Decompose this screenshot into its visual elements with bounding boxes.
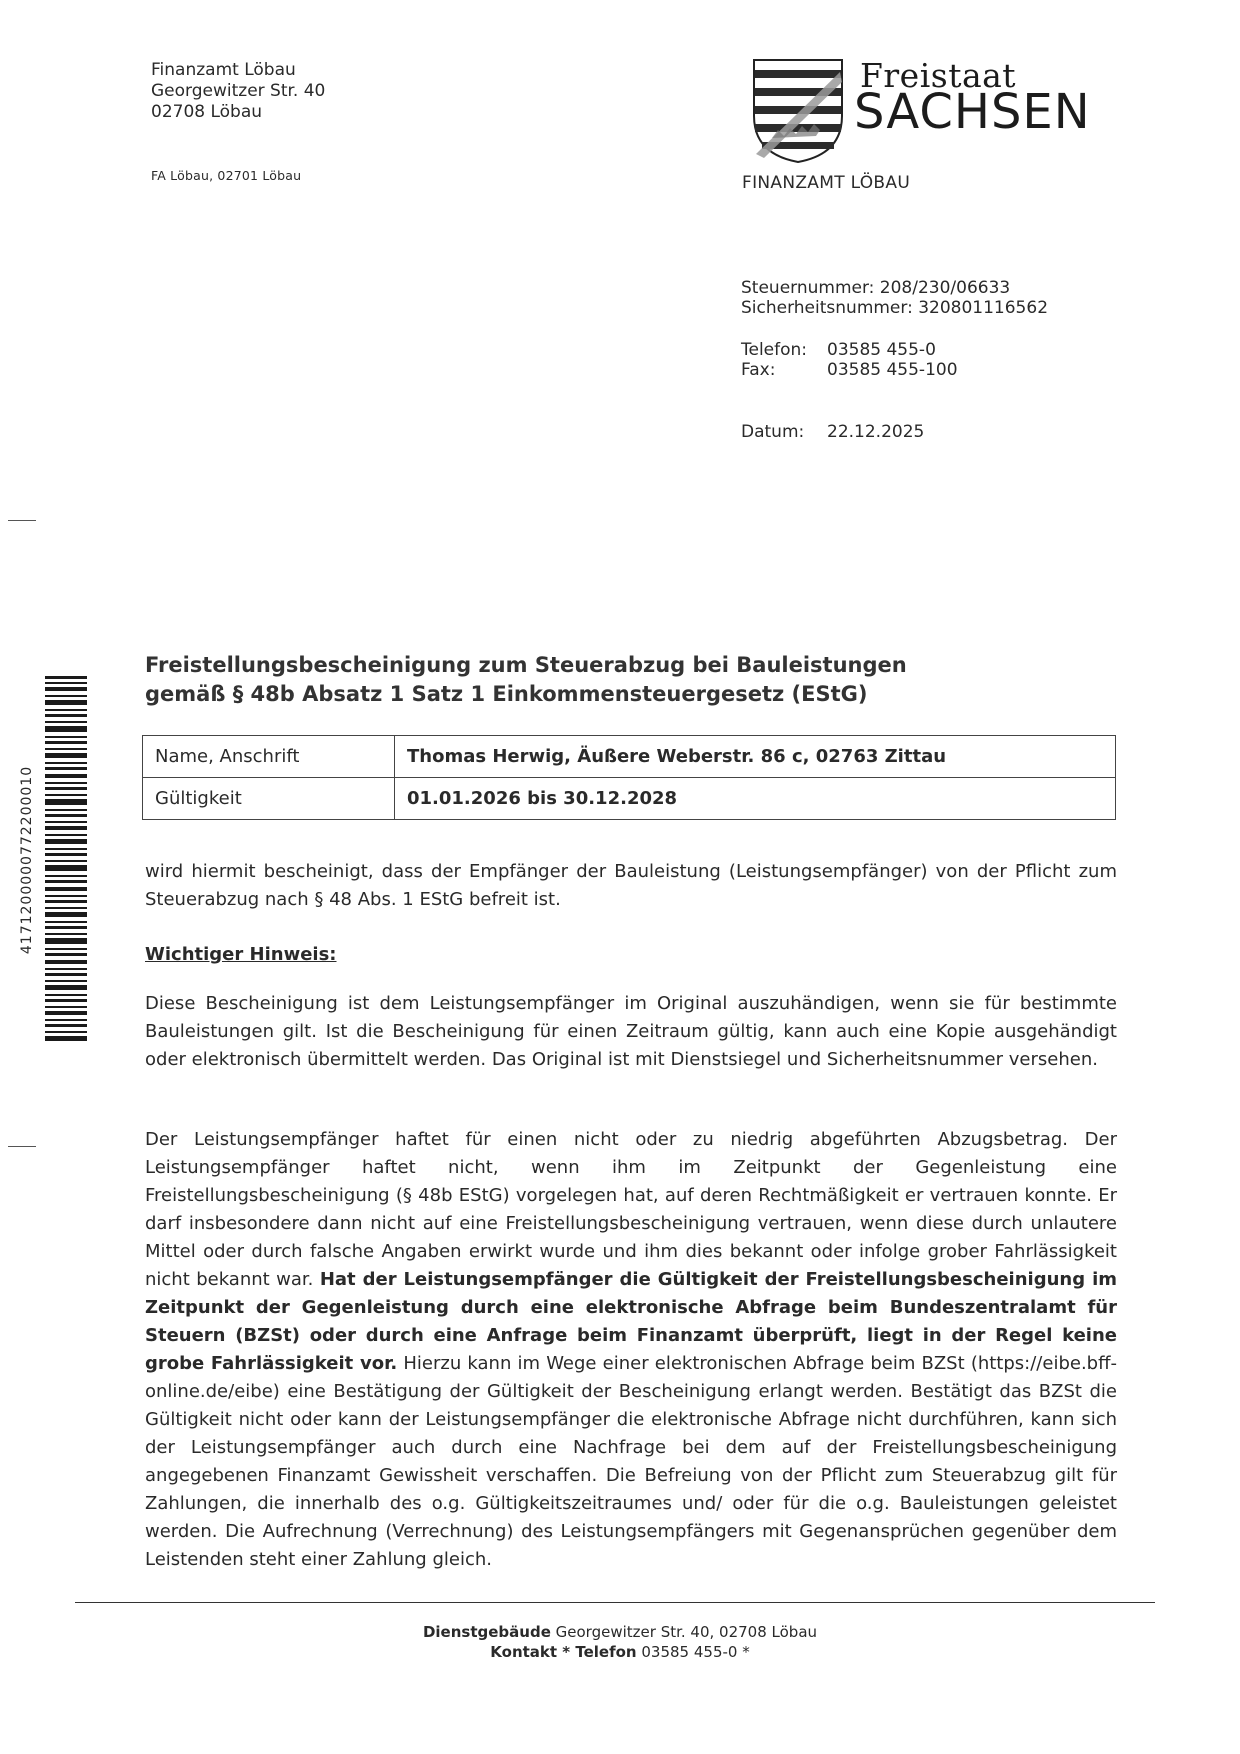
date-value: 22.12.2025	[827, 422, 925, 442]
barcode-number	[14, 765, 40, 955]
date-row	[741, 422, 924, 442]
footer	[0, 1622, 1240, 1662]
table-row	[143, 778, 1116, 820]
footer-contact-value: 03585 455-0 *	[641, 1643, 750, 1661]
reference-block	[741, 278, 1048, 318]
brand-line-2: SACHSEN	[854, 84, 1091, 140]
footer-building-label: Dienstgebäude	[422, 1623, 551, 1641]
footer-building-line	[0, 1622, 1240, 1642]
contact-block	[741, 340, 958, 380]
phone-label: Telefon:	[741, 340, 808, 360]
hint-paragraph-2	[145, 1126, 1117, 1574]
footer-building-address: Georgewitzer Str. 40, 02708 Löbau	[555, 1623, 818, 1641]
return-address: FA Löbau, 02701 Löbau	[151, 168, 302, 183]
table-label: Gültigkeit	[143, 778, 395, 820]
title-line-2: gemäß § 48b Absatz 1 Satz 1 Einkommensteuergesetz (EStG)	[145, 682, 868, 706]
sender-line: Finanzamt Löbau	[151, 60, 296, 80]
phone-row	[741, 340, 958, 360]
fax-row	[741, 360, 958, 380]
tax-number: Steuernummer: 208/230/06633	[741, 278, 1011, 298]
footer-contact-line	[0, 1642, 1240, 1662]
brand-line-1: Freistaat	[860, 56, 1017, 95]
sender-line: Georgewitzer Str. 40	[151, 81, 326, 101]
table-row	[143, 736, 1116, 778]
document-title	[145, 651, 907, 709]
hint-text-bold: Hat der Leistungsempfänger die Gültigkeit der Freistellungsbescheinigung im Zeitpunkt der Gegenleistung durch eine elektronische Abfrage beim Bundeszentralamt für Steuern (BZSt) oder durch eine Anfrage beim Finanzamt überprüft, liegt in der Regel keine grobe Fahrlässigkeit vor.	[145, 1269, 1118, 1374]
fax-label: Fax:	[741, 360, 776, 380]
sender-address	[151, 60, 325, 123]
exemption-statement: wird hiermit bescheinigt, dass der Empfänger der Bauleistung (Leistungsempfänger) von der Pflicht zum Steuerabzug nach § 48 Abs. 1 EStG befreit ist.	[145, 861, 1117, 910]
office-name: FINANZAMT LÖBAU	[742, 173, 911, 193]
footer-contact-label: Kontakt * Telefon	[490, 1643, 637, 1661]
fax-value: 03585 455-100	[827, 360, 958, 380]
hint-text-part-2: Hierzu kann im Wege einer elektronischen Abfrage beim BZSt (https://eibe.bff-online.de/eibe) eine Bestätigung der Gültigkeit der Bescheinigung erlangt werden. Bestätigt das BZSt die Gültigkeit nicht oder kann der Leistungsempfänger die elektronische Abfrage nicht durchführen, kann sich der Leistungsempfänger auch durch eine Nachfrage bei dem auf der Freistellungsbescheinigung angegebenen Finanzamt Gewissheit verschaffen. Die Befreiung von der Pflicht zum Steuerabzug gilt für Zahlungen, die innerhalb des o.g. Gültigkeitszeitraumes und/ oder für die o.g. Bauleistungen geleistet werden. Die Aufrechnung (Verrechnung) des Leistungsempfängers mit Gegenansprüchen gegenüber dem Leistenden steht einer Zahlung gleich.	[145, 1353, 1117, 1570]
title-line-1: Freistellungsbescheinigung zum Steuerabzug bei Bauleistungen	[145, 653, 907, 677]
sender-line: 02708 Löbau	[151, 102, 263, 122]
footer-divider	[75, 1602, 1155, 1603]
fold-mark	[8, 520, 36, 521]
logo	[752, 58, 1092, 168]
date-label: Datum:	[741, 422, 805, 442]
security-number: Sicherheitsnummer: 320801116562	[741, 298, 1049, 318]
hint-paragraph-1: Diese Bescheinigung ist dem Leistungsempfänger im Original auszuhändigen, wenn sie für bestimmte Bauleistungen gilt. Ist die Bescheinigung für einen Zeitraum gültig, kann auch eine Kopie ausgehändigt oder elektronisch übermittelt werden. Das Original ist mit Dienstsiegel und Sicherheitsnummer versehen.	[145, 993, 1117, 1070]
saxony-coat-of-arms-icon	[752, 58, 844, 164]
hint-text-part-1: Der Leistungsempfänger haftet für einen nicht oder zu niedrig abgeführten Abzugsbetrag. Der Leistungsempfänger haftet nicht, wenn ihm im Zeitpunkt der Gegenleistung eine Freistellungsbescheinigung (§ 48b EStG) vorgelegen hat, auf deren Rechtmäßigkeit er vertrauen konnte. Er darf insbesondere dann nicht auf eine Freistellungsbescheinigung vertrauen, wenn diese durch unlautere Mittel oder durch falsche Angaben erwirkt wurde und ihm dies bekannt oder infolge grober Fahrlässigkeit nicht bekannt war.	[145, 1129, 1117, 1290]
table-value: Thomas Herwig, Äußere Weberstr. 86 c, 02763 Zittau	[395, 736, 1116, 778]
fold-mark	[8, 1146, 36, 1147]
table-value: 01.01.2026 bis 30.12.2028	[395, 778, 1116, 820]
hint-heading: Wichtiger Hinweis:	[145, 944, 337, 965]
barcode-number-text: 4171200000772200010	[19, 765, 35, 955]
phone-value: 03585 455-0	[827, 340, 936, 360]
table-label: Name, Anschrift	[143, 736, 395, 778]
barcode	[45, 676, 87, 1041]
certificate-table	[142, 735, 1116, 820]
